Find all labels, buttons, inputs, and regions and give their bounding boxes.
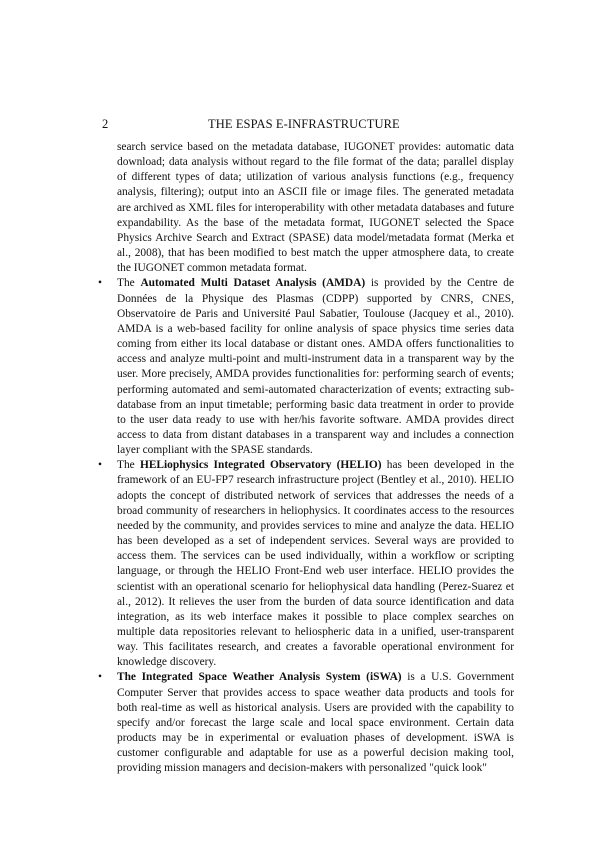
item-lead: The bbox=[117, 459, 140, 472]
list-item-text bbox=[117, 458, 514, 670]
item-lead: The bbox=[117, 277, 141, 290]
continuation-paragraph: search service based on the metadata database, IUGONET provides: automatic data download; data analysis without regard to the file format of the data; parallel display of different types of data; utilization of various analysis functions (e.g., frequency analysis, filtering); output into an ASCII file or image files. The generated metadata are archived as XML files for interoperability with other metadata databases and future expandability. As the base of the metadata format, IUGONET selected the Space Physics Archive Search and Extract (SPASE) data model/metadata format (Merka et al., 2008), that has been modified to best match the upper atmosphere data, to create the IUGONET common metadata format. bbox=[117, 141, 514, 275]
body-text bbox=[98, 140, 515, 777]
list-item-iswa bbox=[98, 670, 514, 776]
bullet-icon: • bbox=[98, 277, 102, 290]
bullet-icon: • bbox=[98, 671, 102, 684]
item-bold-title: Automated Multi Dataset Analysis (AMDA) bbox=[140, 277, 366, 290]
page-number: 2 bbox=[102, 117, 109, 131]
item-body: is a U.S. Government Computer Server that provides access to space weather data products and tools for both real-time as well as historical analysis. Users are provided with the capability to specify and/or forecast the large scale and local space environment. Certain data products may be in experimental or evaluation phases of development. iSWA is customer configurable and adaptable for use as a powerful decision making tool, providing mission managers and decision-makers with personalized "quick look" bbox=[117, 671, 514, 775]
list-item-text bbox=[117, 670, 514, 776]
item-bold-title: The Integrated Space Weather Analysis System (iSWA) bbox=[117, 671, 402, 684]
item-body: is provided by the Centre de Données de la Physique des Plasmas (CDPP) supported by CNRS, CNES, Observatoire de Paris and Université Paul Sabatier, Toulouse (Jacquey et al., 2010). AMDA is a web-based facility for online analysis of space physics time series data coming from either its local database or distant ones. AMDA offers functionalities to access and analyze multi-point and multi-instrument data in a transparent way by the user. More precisely, AMDA provides functionalities for: performing search of events; performing automated and semi-automated characterization of events; extracting sub-database from an input timetable; performing basic data treatment in order to provide to the user data ready to use with her/his favorite software. AMDA provides direct access to data from distant databases in a transparent way and includes a connection layer compliant with the SPASE standards. bbox=[117, 277, 514, 457]
item-bold-title: HELiophysics Integrated Observatory (HELIO) bbox=[139, 459, 382, 472]
running-head: THE ESPAS E-INFRASTRUCTURE bbox=[208, 117, 400, 131]
bullet-icon: • bbox=[98, 459, 102, 472]
list-item-amda bbox=[98, 276, 514, 458]
list-item-text bbox=[117, 276, 514, 458]
item-body: has been developed in the framework of an EU-FP7 research infrastructure project (Bentley et al., 2010). HELIO adopts the concept of distributed network of services that addresses the needs of a broad community of researchers in heliophysics. It coordinates access to the resources needed by the community, and provides services to mine and analyze the data. HELIO has been developed as a set of independent services. Several ways are provided to access them. The services can be used individually, within a workflow or scripting language, or through the HELIO Front-End web user interface. HELIO provides the scientist with an operational scenario for heliophysical data handling (Perez-Suarez et al., 2012). It relieves the user from the burden of data source identification and data integration, as its web interface makes it possible to place complex searches on multiple data repositories relevant to heliospheric data in a unified, user-transparent way. This facilitates research, and creates a favorable operational environment for knowledge discovery. bbox=[117, 459, 515, 669]
list-item-helio bbox=[98, 458, 515, 670]
